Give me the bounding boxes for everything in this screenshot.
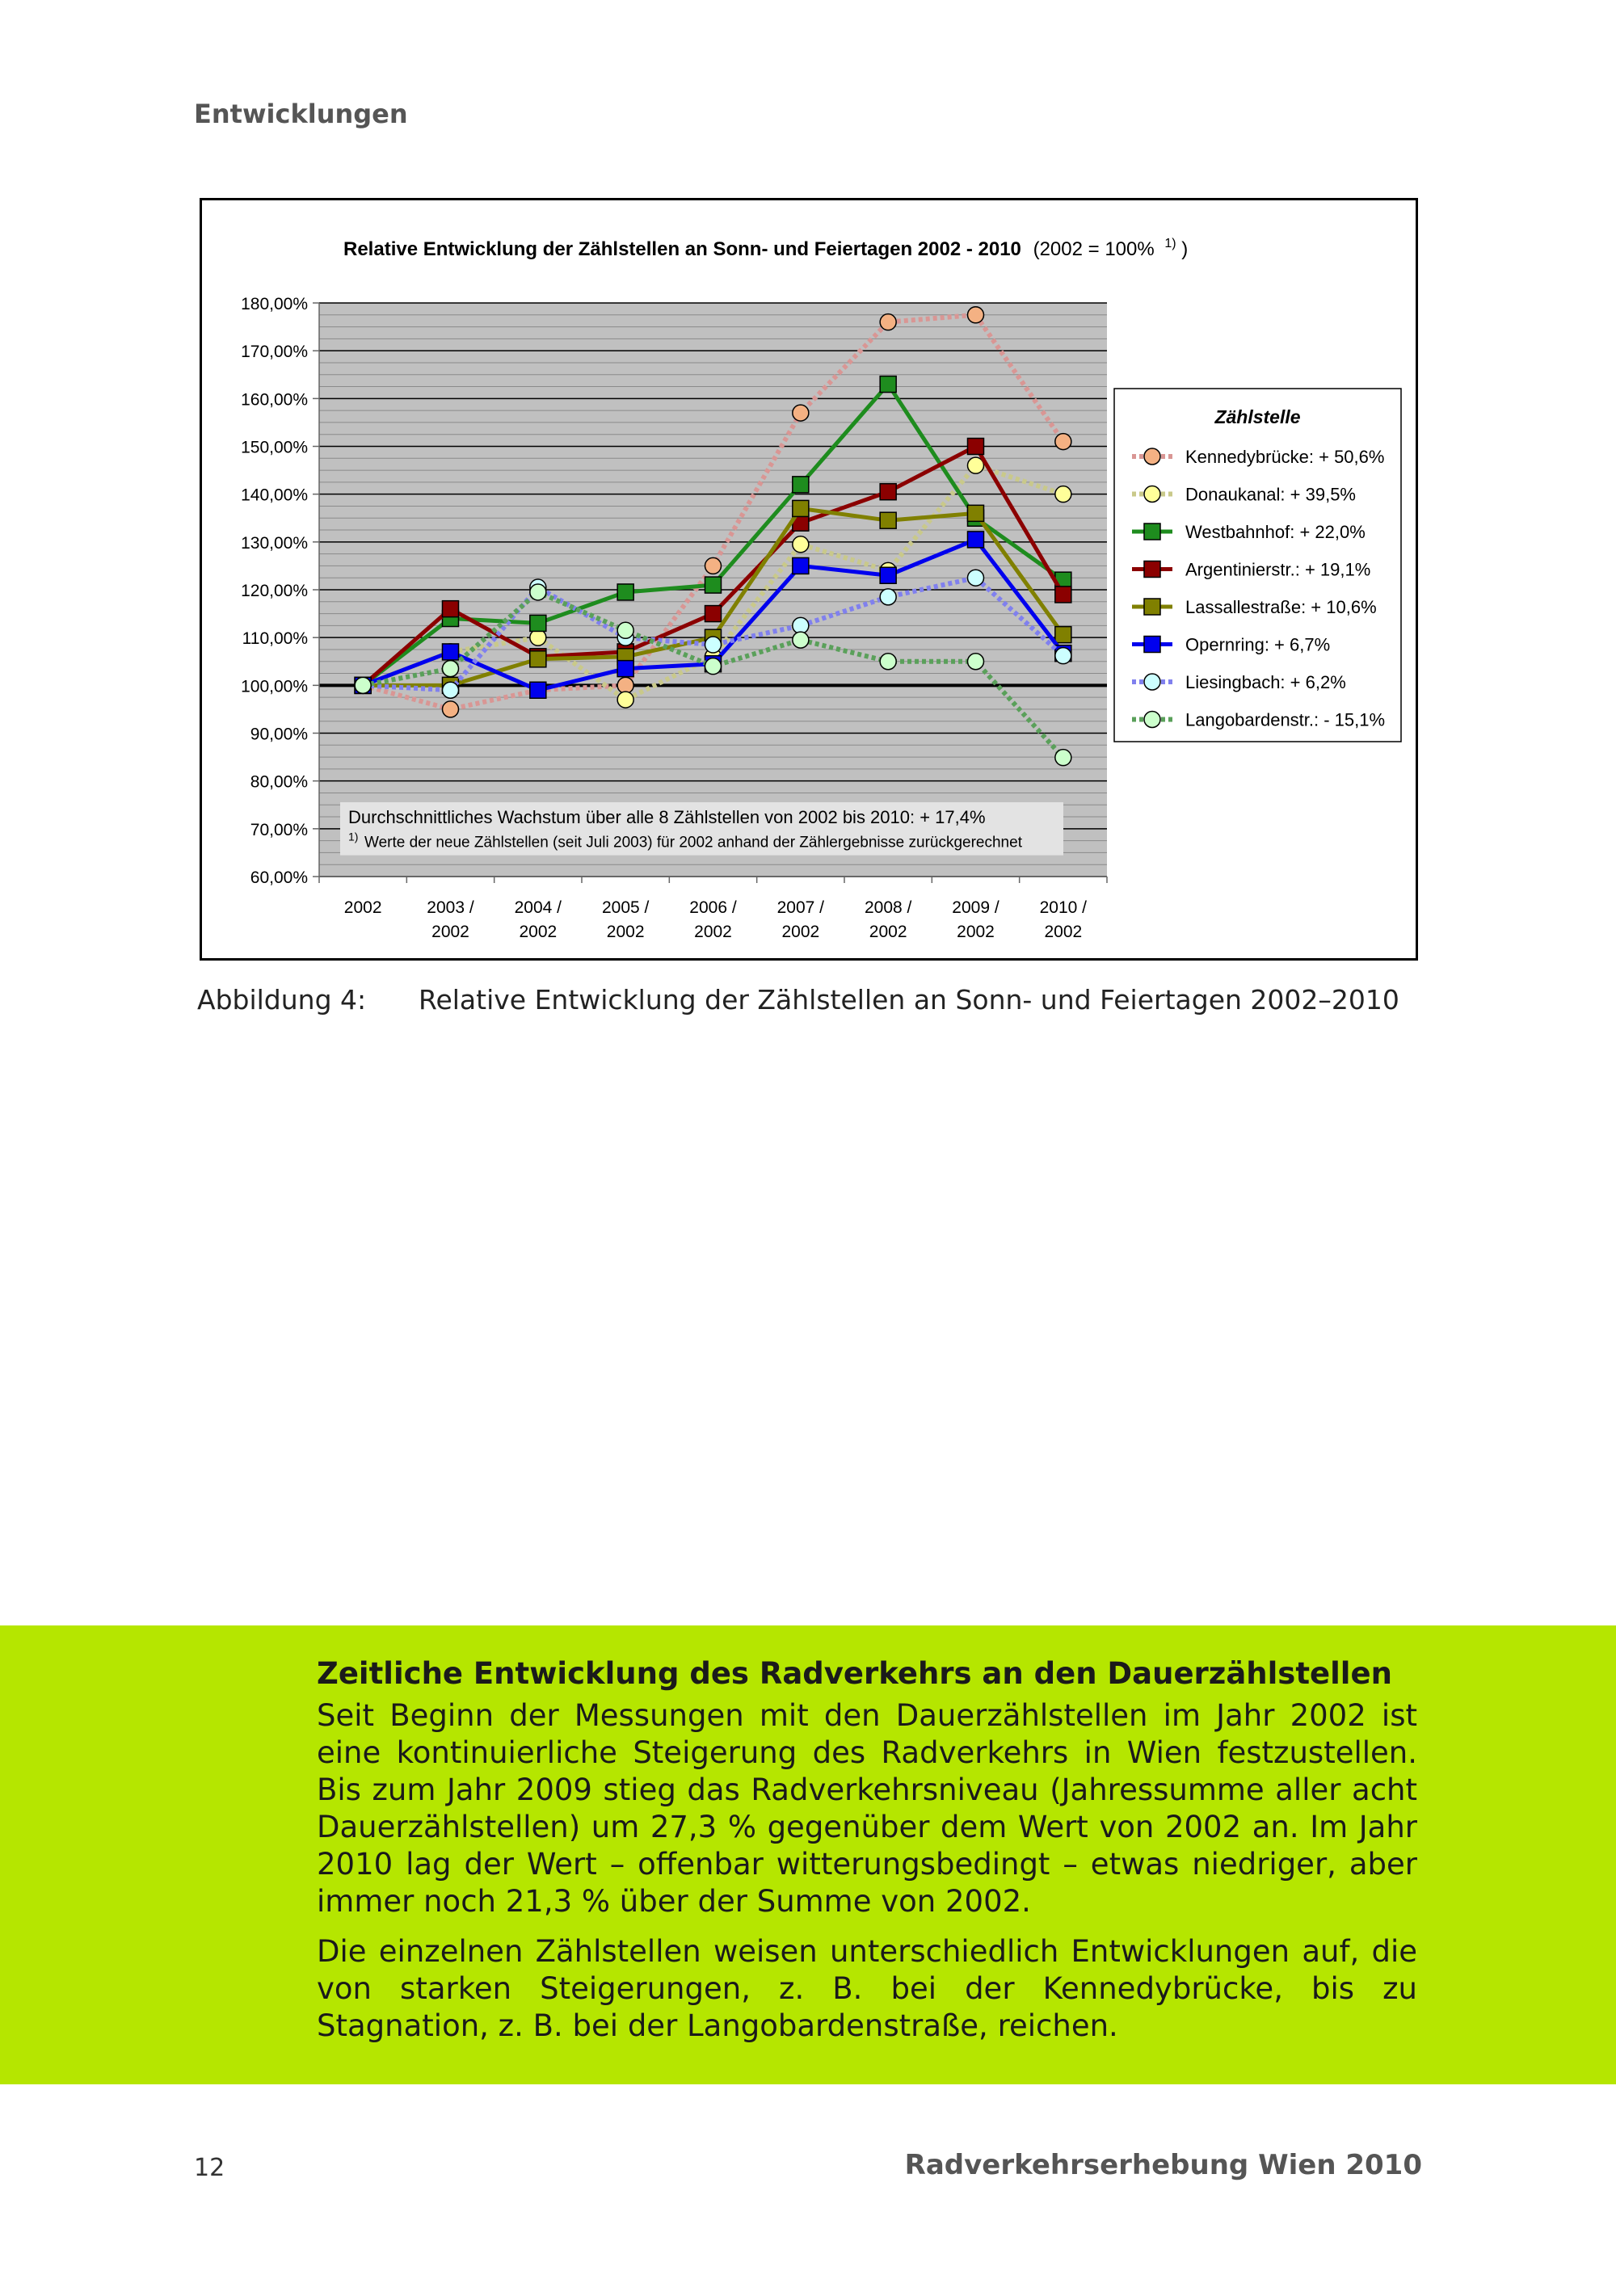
x-tick-label: 2002	[519, 923, 558, 941]
legend-label: Kennedybrücke: + 50,6%	[1185, 447, 1385, 467]
x-tick-label: 2003 /	[427, 898, 474, 917]
data-point	[968, 439, 984, 455]
x-tick-label: 2002	[781, 923, 820, 941]
data-point	[443, 601, 459, 617]
x-tick-label: 2005 /	[601, 898, 650, 917]
legend-swatch-marker	[1144, 524, 1160, 540]
x-tick-label: 2002	[1044, 923, 1083, 941]
data-point	[793, 477, 809, 493]
caption-number: Abbildung 4:	[197, 984, 367, 1016]
page-number: 12	[194, 2154, 225, 2182]
data-point	[793, 500, 809, 516]
data-point	[793, 405, 809, 421]
section-title: Entwicklungen	[194, 99, 408, 129]
legend-label: Langobardenstr.: - 15,1%	[1185, 709, 1386, 730]
data-point	[530, 615, 546, 631]
legend-label: Lassallestraße: + 10,6%	[1185, 597, 1377, 617]
data-point	[880, 567, 896, 583]
note-average: Durchschnittliches Wachstum über alle 8 Zählstellen von 2002 bis 2010: + 17,4%	[348, 807, 986, 828]
data-point	[968, 570, 984, 586]
data-point	[968, 654, 984, 670]
data-point	[530, 584, 546, 600]
y-tick-label: 70,00%	[250, 820, 308, 839]
legend-swatch-marker	[1144, 448, 1160, 465]
legend-swatch-marker	[1144, 561, 1160, 578]
data-point	[705, 637, 722, 653]
data-point	[793, 557, 809, 574]
y-tick-label: 100,00%	[241, 677, 308, 696]
y-tick-label: 120,00%	[241, 582, 308, 600]
note-footnote: Werte der neue Zählstellen (seit Juli 2003) für 2002 anhand der Zählergebnisse zurückgerechnet	[364, 834, 1022, 852]
info-box-paragraph-1: Seit Beginn der Messungen mit den Dauerzählstellen im Jahr 2002 ist eine kontinuierliche Steigerung des Radverkehrs in Wien festzustellen. Bis zum Jahr 2009 stieg das Radverkehrsniveau (Jahressumme aller acht Dauerzählstellen) um 27,3 % gegenüber dem Wert von 2002 an. Im Jahr 2010 lag der Wert – offenbar witterungsbedingt – etwas niedriger, aber immer noch 21,3 % über der Summe von 2002.	[317, 1698, 1417, 1919]
data-point	[1055, 587, 1071, 603]
y-tick-label: 180,00%	[241, 295, 308, 313]
legend-swatch-marker	[1144, 674, 1160, 690]
legend-swatch-marker	[1144, 486, 1160, 503]
data-point	[1055, 750, 1071, 766]
x-tick-label: 2008 /	[864, 898, 912, 917]
caption-text: Relative Entwicklung der Zählstellen an Sonn- und Feiertagen 2002–2010	[419, 984, 1399, 1016]
x-tick-label: 2002	[606, 923, 645, 941]
x-tick-label: 2010 /	[1039, 898, 1088, 917]
chart-frame	[200, 198, 1418, 961]
x-tick-label: 2009 /	[952, 898, 999, 917]
data-point	[793, 632, 809, 648]
x-tick-label: 2002	[869, 923, 907, 941]
y-tick-label: 170,00%	[241, 343, 308, 362]
data-point	[443, 661, 459, 677]
info-box	[0, 1625, 1616, 2084]
data-point	[705, 658, 722, 675]
legend-label: Liesingbach: + 6,2%	[1185, 672, 1346, 692]
legend-swatch-marker	[1144, 599, 1160, 615]
data-point	[968, 307, 984, 323]
data-point	[617, 622, 633, 638]
legend-swatch-marker	[1144, 637, 1160, 653]
data-point	[1055, 434, 1071, 450]
data-point	[530, 682, 546, 698]
y-tick-label: 90,00%	[250, 725, 308, 744]
data-point	[880, 314, 896, 330]
x-tick-label: 2002	[694, 923, 732, 941]
data-point	[968, 532, 984, 548]
legend-title: Zählstelle	[1214, 406, 1301, 427]
data-point	[880, 654, 896, 670]
data-point	[617, 692, 633, 708]
x-tick-label: 2006 /	[689, 898, 737, 917]
y-tick-label: 60,00%	[250, 868, 308, 887]
legend-label: Opernring: + 6,7%	[1185, 634, 1331, 655]
data-point	[530, 651, 546, 667]
data-point	[880, 512, 896, 528]
data-point	[705, 557, 722, 574]
y-tick-label: 110,00%	[242, 629, 308, 649]
data-point	[880, 376, 896, 393]
data-point	[793, 536, 809, 553]
x-tick-label: 2004 /	[514, 898, 562, 917]
info-box-paragraph-2: Die einzelnen Zählstellen weisen unterschiedlich Entwicklungen auf, die von starken Steigerungen, z. B. bei der Kennedybrücke, bis zu Stagnation, z. B. bei der Langobardenstraße, reichen.	[317, 1934, 1417, 2043]
x-tick-label: 2002	[343, 898, 382, 917]
x-tick-label: 2002	[431, 923, 469, 941]
data-point	[617, 661, 633, 677]
legend-label: Donaukanal: + 39,5%	[1185, 484, 1356, 505]
data-point	[880, 589, 896, 605]
data-point	[1055, 486, 1071, 503]
publication-title: Radverkehrserhebung Wien 2010	[904, 2149, 1422, 2181]
data-point	[968, 505, 984, 521]
data-point	[880, 484, 896, 500]
data-point	[705, 577, 722, 593]
x-tick-label: 2002	[957, 923, 995, 941]
data-point	[355, 677, 371, 693]
note-footnote-mark: 1)	[348, 830, 359, 843]
y-tick-label: 130,00%	[241, 533, 308, 553]
x-tick-label: 2007 /	[776, 898, 825, 917]
data-point	[1055, 648, 1071, 664]
legend-swatch-marker	[1144, 712, 1160, 728]
y-tick-label: 150,00%	[241, 438, 308, 457]
data-point	[443, 682, 459, 698]
data-point	[705, 606, 722, 622]
legend-label: Argentinierstr.: + 19,1%	[1185, 559, 1371, 580]
info-box-title: Zeitliche Entwicklung des Radverkehrs an den Dauerzählstellen	[317, 1656, 1392, 1691]
y-tick-label: 160,00%	[241, 390, 308, 410]
y-tick-label: 80,00%	[250, 772, 308, 792]
data-point	[617, 584, 633, 600]
line-chart	[202, 200, 1416, 958]
data-point	[1055, 627, 1071, 643]
y-tick-label: 140,00%	[241, 486, 308, 505]
data-point	[443, 644, 459, 660]
legend-label: Westbahnhof: + 22,0%	[1185, 522, 1366, 542]
chart-title: Relative Entwicklung der Zählstellen an Sonn- und Feiertagen 2002 - 2010 (2002 = 100% $^{1)}$ )	[343, 237, 1189, 260]
data-point	[443, 701, 459, 717]
